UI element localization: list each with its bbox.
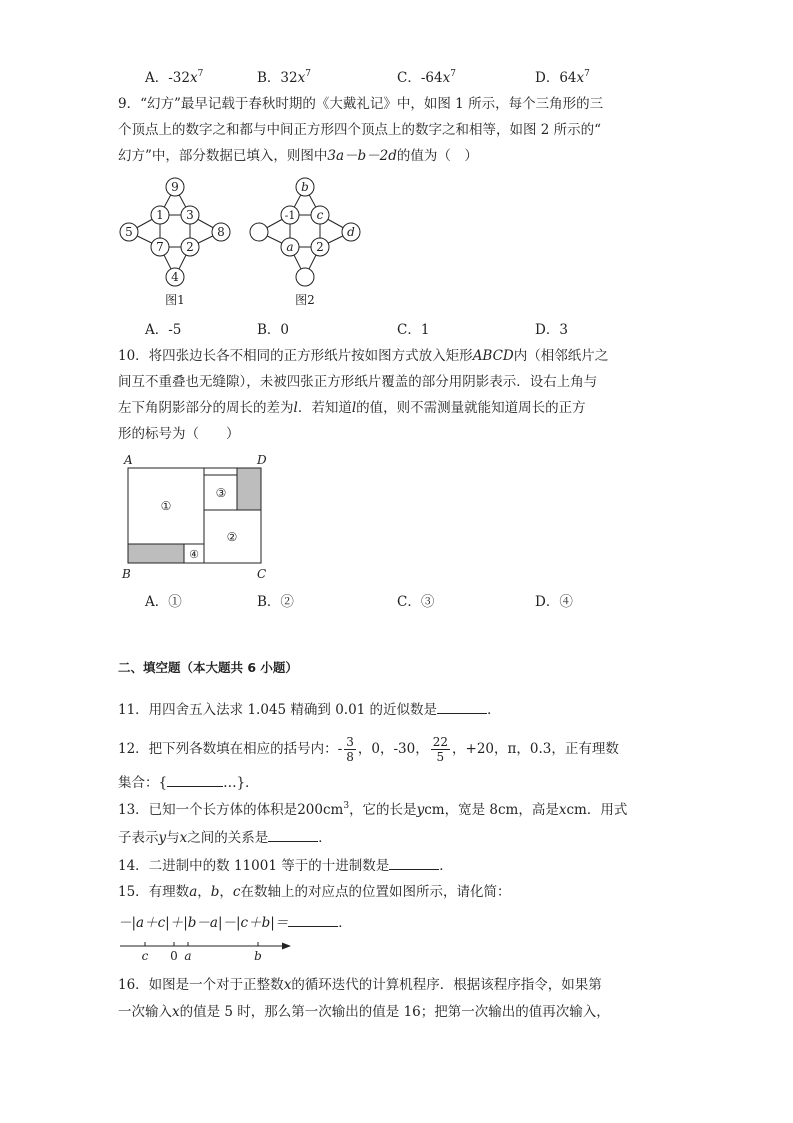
q15-number-line [115, 937, 300, 963]
fig1-sq-tr-label: 3 [186, 208, 194, 222]
q10-option-b[interactable]: B．② [257, 594, 294, 610]
q15-blank[interactable] [288, 912, 338, 927]
axis-label-c: c [141, 949, 149, 963]
q9-option-a[interactable]: A．-5 [145, 322, 182, 338]
fraction-22-5: $\frac{22}{5}$ [432, 735, 449, 764]
fig1-sq-br-label: 2 [186, 240, 194, 254]
q16-line-1: 16．如图是一个对于正整数x的循环迭代的计算机程序．根据该程序指令，如果第 [118, 977, 602, 993]
fig2-caption: 图2 [295, 293, 315, 307]
fig1-left-label: 5 [125, 225, 133, 239]
label-b: B [122, 567, 131, 581]
label-c: C [257, 567, 267, 581]
q8-option-b[interactable]: B．$32x^7$ [257, 69, 311, 86]
q8-options [145, 66, 705, 86]
q10-line-4: 形的标号为（ ） [118, 426, 240, 442]
q10-line-3: 左下角阴影部分的周长的差为l．若知道l的值，则不需测量就能知道周长的正方 [118, 400, 586, 416]
fig1-bottom-label: 4 [171, 270, 179, 284]
square-2-label: ② [226, 530, 238, 544]
shade-bottom-left [128, 544, 184, 563]
fig2-left-node [250, 223, 268, 241]
q9-figures [110, 172, 370, 312]
square-1-label: ① [160, 499, 172, 513]
q11-blank[interactable] [437, 699, 487, 714]
q10-option-d[interactable]: D．④ [535, 594, 573, 610]
fig2-bottom-node [296, 268, 314, 286]
square-4-label: ④ [189, 548, 199, 561]
section-2-title: 二、填空题（本大题共 6 小题） [118, 660, 298, 675]
axis-label-b: b [254, 949, 262, 963]
fig1-top-label: 9 [171, 180, 179, 194]
q13-line-1: 13．已知一个长方体的体积是$200cm^3$，它的长是ycm，宽是 8cm，高是xcm．用式 [118, 801, 628, 818]
fig1-caption: 图1 [165, 293, 185, 307]
fig2-right-label: d [347, 225, 355, 239]
fig2-top-label: b [301, 180, 309, 194]
q12-blank[interactable] [167, 772, 223, 787]
q15-line-1: 15．有理数a，b，c在数轴上的对应点的位置如图所示，请化简： [118, 884, 511, 900]
q9-option-c[interactable]: C．1 [397, 322, 430, 338]
q14-blank[interactable] [389, 855, 439, 870]
fig2-sq-tr-label: c [316, 208, 324, 222]
q9-line-1: 9．“幻方”最早记载于春秋时期的《大戴礼记》中，如图 1 所示，每个三角形的三 [118, 96, 604, 112]
q10-options [145, 590, 705, 610]
label-a: A [124, 453, 133, 467]
q8-option-d[interactable]: D．$64x^7$ [535, 69, 590, 86]
fraction-3-8: $\frac{3}{8}$ [346, 735, 354, 764]
square-3-label: ③ [215, 486, 227, 500]
q8-option-c[interactable]: C．$-64x^7$ [397, 69, 456, 86]
q13-line-2: 子表示y与x之间的关系是 ． [118, 827, 332, 848]
fig2-sq-br-label: 2 [316, 240, 324, 254]
q12-line-2: 集合：{ …}． [118, 772, 259, 793]
fig1-sq-bl-label: 7 [156, 240, 164, 254]
q11: 11．用四舍五入法求 1.045 精确到 0.01 的近似数是 ． [118, 699, 501, 720]
fig1-sq-tl-label: 1 [156, 208, 164, 222]
axis-label-a: a [184, 949, 192, 963]
fig1-right-label: 8 [217, 225, 225, 239]
fig2-sq-bl-label: a [286, 240, 294, 254]
q9-line-3: 幻方”中，部分数据已填入，则图中3a－b－2d的值为（ ） [118, 148, 478, 164]
q10-figure [115, 452, 275, 582]
axis-label-zero: 0 [170, 949, 178, 963]
q9-option-b[interactable]: B．0 [257, 322, 290, 338]
q10-line-1: 10．将四张边长各不相同的正方形纸片按如图方式放入矩形ABCD内（相邻纸片之 [118, 348, 609, 364]
q15-line-2: －|a＋c|＋|b－a|－|c＋b|＝ ． [118, 912, 352, 933]
q13-blank[interactable] [268, 827, 318, 842]
q9-line-2: 个顶点上的数字之和都与中间正方形四个顶点上的数字之和相等，如图 2 所示的“ [118, 122, 602, 138]
q12-line-1: 12．把下列各数填在相应的括号内：- $\frac{3}{8}$ ，0，-30， $\frac{22}{5}$ ，+20，π，0.3，正有理数 [118, 735, 619, 764]
q9-option-d[interactable]: D．3 [535, 322, 568, 338]
q16-line-2: 一次输入x的值是 5 时，那么第一次输出的值是 16；把第一次输出的值再次输入， [118, 1004, 610, 1020]
q9-options [145, 318, 705, 338]
q10-line-2: 间互不重叠也无缝隙），未被四张正方形纸片覆盖的部分用阴影表示．设右上角与 [118, 374, 598, 390]
q8-option-a[interactable]: A．$-32x^7$ [145, 69, 204, 86]
q14: 14．二进制中的数 11001 等于的十进制数是 ． [118, 855, 453, 876]
q10-option-c[interactable]: C．③ [397, 594, 435, 610]
fig2-sq-tl-label: -1 [284, 209, 296, 222]
arrow-head-icon [282, 943, 291, 950]
q10-option-a[interactable]: A．① [145, 594, 182, 610]
q15-expression: －|a＋c|＋|b－a|－|c＋b|＝ [118, 915, 289, 931]
shade-top-right [237, 468, 261, 510]
label-d: D [257, 453, 267, 467]
